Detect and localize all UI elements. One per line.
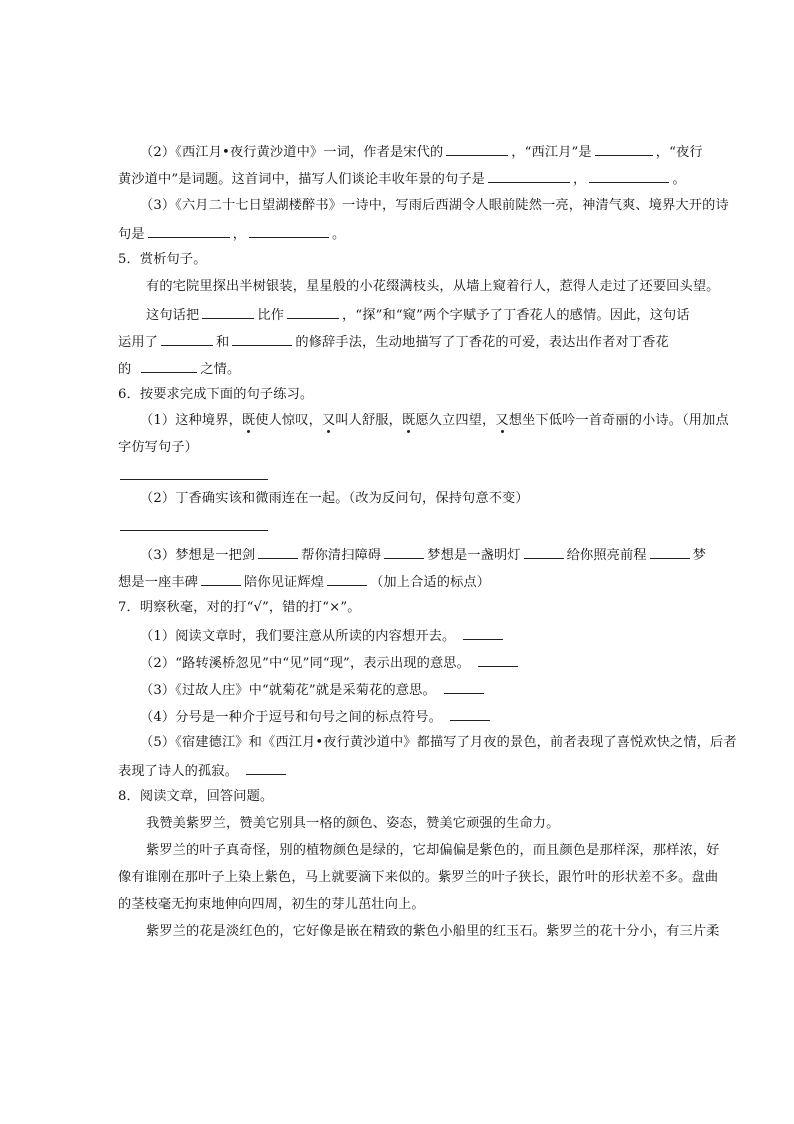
- q5-text: 运用了: [118, 335, 159, 350]
- q4-3-text-a: （3）《六月二十七日望湖楼醉书》一诗中，写雨后西湖令人眼前陡然一亮，神清气爽、境界大开的诗: [140, 198, 729, 213]
- blank[interactable]: [232, 333, 292, 346]
- q4-3-text-c: ，: [232, 227, 247, 242]
- blank[interactable]: [201, 573, 241, 586]
- q7-item-text: （2）“路转溪桥忽见”中“见”同“现”，表示出现的意思。: [140, 656, 470, 671]
- blank[interactable]: [450, 708, 490, 721]
- emphasis-char: 既: [241, 413, 256, 428]
- q8-paragraph-1: 我赞美紫罗兰，赞美它别具一格的颜色、姿态，赞美它顽强的生命力。: [146, 816, 560, 831]
- blank[interactable]: [595, 143, 653, 156]
- q4-2-text-c: ，“夜行: [655, 145, 703, 160]
- blank[interactable]: [463, 627, 503, 640]
- q6-text: 想坐下低吟一首奇丽的小诗。（用加点: [508, 413, 729, 428]
- q5-text: 这句话把: [146, 308, 200, 323]
- q4-2-line-2: [118, 170, 686, 188]
- q7-item-5-line-1: （5）《宿建德江》和《西江月•夜行黄沙道中》都描写了月夜的景色，前者表现了喜悦欢快之情，后者: [140, 735, 737, 750]
- q5-line-2: [118, 333, 669, 351]
- q5-text: 和: [216, 335, 230, 350]
- q4-2-text-a: （2）《西江月•夜行黄沙道中》一词，作者是宋代的: [140, 145, 444, 160]
- q6-text: 梦想是一盏明灯: [427, 548, 521, 563]
- emphasis-char: 又: [321, 413, 336, 428]
- q4-3-text-d: 。: [332, 227, 346, 242]
- blank[interactable]: [444, 681, 484, 694]
- q7-item: [140, 627, 506, 645]
- q7-item: [140, 681, 487, 699]
- q7-item-5-line-2: [118, 762, 289, 780]
- q6-text: 陪你见证辉煌: [244, 575, 325, 590]
- q5-line-1: [146, 306, 690, 324]
- q4-2-text-f: 。: [672, 172, 686, 187]
- q4-2-text-e: ，: [573, 172, 587, 187]
- answer-line[interactable]: [120, 530, 268, 531]
- q5-text: 的: [118, 362, 132, 377]
- q7-item-text: 表现了诗人的孤寂。: [118, 764, 239, 779]
- q5-text: 的修辞手法，生动地描写了丁香花的可爱，表达出作者对丁香花: [295, 335, 669, 350]
- q6-text: 使人惊叹，: [255, 413, 322, 428]
- q6-title: 6．按要求完成下面的句子练习。: [118, 387, 314, 402]
- q6-2: （2）丁香确实该和微雨连在一起。（改为反问句，保持句意不变）: [140, 491, 529, 506]
- q8-paragraph-2-line-3: 的茎枝毫无拘束地伸向四周，初生的芽儿茁壮向上。: [118, 897, 425, 912]
- q6-text: （3）梦想是一把剑: [140, 548, 256, 563]
- q8-paragraph-3-line-1: 紫罗兰的花是淡红色的，它好像是嵌在精致的紫色小船里的红玉石。紫罗兰的花十分小，有三片柔: [146, 924, 720, 939]
- q7-title: 7．明察秋毫，对的打“√”，错的打“×”。: [118, 600, 361, 615]
- blank[interactable]: [141, 360, 197, 373]
- blank[interactable]: [446, 143, 508, 156]
- q4-3-text-b: 句是: [118, 227, 145, 242]
- blank[interactable]: [249, 225, 329, 238]
- q8-title: 8．阅读文章，回答问题。: [118, 789, 274, 804]
- blank[interactable]: [287, 306, 339, 319]
- q6-text: 想是一座丰碑: [118, 575, 199, 590]
- q4-2-text-d: 黄沙道中”是词题。这首词中，描写人们谈论丰收年景的句子是: [118, 172, 486, 187]
- blank[interactable]: [524, 546, 564, 559]
- q5-quote: 有的宅院里探出半树银装，星星般的小花缀满枝头，从墙上窥着行人，惹得人走过了还要回头望。: [146, 279, 720, 294]
- q4-2-line-1: [140, 143, 703, 161]
- blank[interactable]: [478, 654, 518, 667]
- q4-3-line-2: [118, 225, 345, 243]
- blank[interactable]: [650, 546, 690, 559]
- q6-text: 梦: [692, 548, 707, 563]
- q6-1-line-1: [140, 413, 729, 429]
- q4-2-text-b: ，“西江月”是: [511, 145, 592, 160]
- blank[interactable]: [258, 546, 298, 559]
- blank[interactable]: [202, 306, 254, 319]
- q6-3-line-2: [118, 573, 490, 591]
- q5-line-3: [118, 360, 240, 378]
- answer-line[interactable]: [120, 479, 268, 480]
- emphasis-char: 又: [495, 413, 509, 428]
- q8-paragraph-2-line-1: 紫罗兰的叶子真奇怪，别的植物颜色是绿的，它却偏偏是紫色的，而且颜色是那样深，那样浓，好: [146, 843, 720, 858]
- q5-text: 之情。: [200, 362, 241, 377]
- blank[interactable]: [488, 170, 570, 183]
- q7-item-text: （1）阅读文章时，我们要注意从所读的内容想开去。: [140, 629, 456, 644]
- q6-text: 帮你清扫障碍: [301, 548, 382, 563]
- blank[interactable]: [384, 546, 424, 559]
- q4-3-line-1: [140, 198, 729, 214]
- q7-item: [140, 654, 521, 672]
- q8-paragraph-2-line-2: 像有谁刚在那叶子上染上紫色，马上就要滴下来似的。紫罗兰的叶子狭长，跟竹叶的形状差不多。盘曲: [118, 870, 719, 885]
- q6-3-line-1: [140, 546, 706, 564]
- blank[interactable]: [161, 333, 213, 346]
- q5-text: ，“探”和“窥”两个字赋予了丁香花人的感情。因此，这句话: [342, 308, 690, 323]
- q7-item: [140, 708, 493, 726]
- q7-item-text: （4）分号是一种介于逗号和句号之间的标点符号。: [140, 710, 442, 725]
- blank[interactable]: [246, 762, 286, 775]
- q6-text: 给你照亮前程: [566, 548, 647, 563]
- q5-text: 比作: [257, 308, 285, 323]
- q6-text: （加上合适的标点）: [370, 575, 491, 590]
- blank[interactable]: [327, 573, 367, 586]
- blank[interactable]: [589, 170, 669, 183]
- q7-item-text: （3）《过故人庄》中“就菊花”就是采菊花的意思。: [140, 683, 436, 698]
- emphasis-char: 既: [401, 413, 416, 428]
- q6-text: 叫人舒服，: [335, 413, 402, 428]
- q5-title: 5．赏析句子。: [118, 252, 207, 267]
- q6-text: 愿久立四望，: [415, 413, 496, 428]
- q6-1-line-2: 字仿写句子）: [118, 440, 199, 455]
- blank[interactable]: [148, 225, 230, 238]
- q6-text: （1）这种境界，: [140, 413, 242, 428]
